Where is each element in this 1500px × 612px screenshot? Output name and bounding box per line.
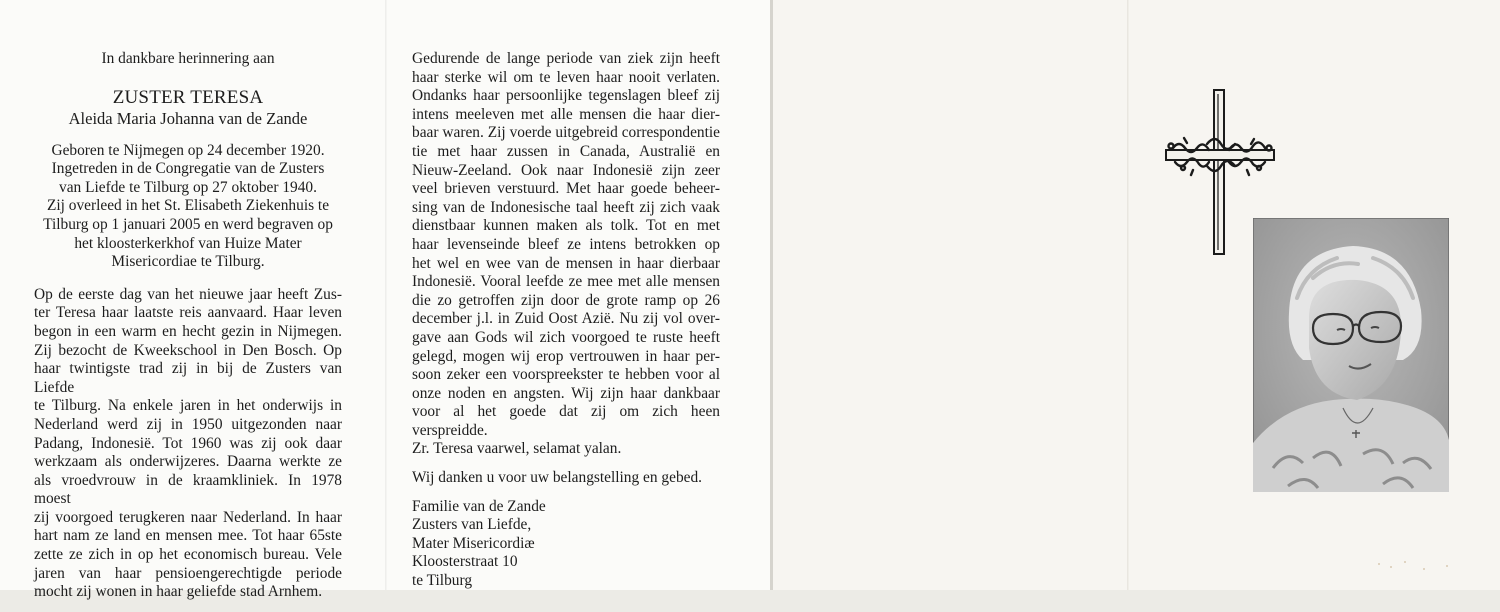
bio-line: Zij overleed in het St. Elisabeth Ziekenhuis te (46, 197, 330, 215)
left-column (34, 50, 342, 612)
story-line: Zr. Teresa vaarwel, selamat yalan. (412, 440, 622, 458)
paper-speck (1390, 566, 1392, 568)
story-line: december j.l. in Zuid Oost Azië. Nu zij vol over- (412, 310, 720, 328)
bio-line: Geboren te Nijmegen op 24 december 1920. (51, 141, 325, 159)
story-line: baar waren. Zij voerde uitgebreid correspondentie (412, 124, 720, 142)
fold-line-outer (1127, 0, 1129, 590)
paper-speck (1446, 565, 1448, 567)
life-story-block (34, 286, 342, 602)
story-line: ter Teresa haar laatste reis aanvaard. Haar leven (34, 304, 342, 322)
story-line: Indonesië. Vooral leefde ze mee met alle mensen (412, 273, 720, 291)
paper-speck (1404, 561, 1406, 563)
biography-block (34, 142, 342, 272)
story-line: mocht zij wonen in haar geliefde stad Arnhem. (34, 583, 323, 601)
story-line: Nieuw-Zeeland. Ook naar Indonesië zijn zeer (412, 161, 720, 179)
signature-block (412, 498, 720, 591)
story-line: soon zeker een voorspreekster te hebben voor al (412, 366, 720, 384)
story-line: haar twintigste trad zij in bij de Zusters van Liefde (34, 360, 342, 396)
paper-speck (1423, 568, 1425, 570)
life-story-continued (412, 50, 720, 459)
bio-line: Ingetreden in de Congregatie van de Zusters (51, 160, 325, 178)
story-line: werkzaam als onderwijzeres. Daarna werkte ze (34, 453, 342, 471)
bio-line: het kloosterkerkhof van Huize Mater (74, 234, 302, 252)
story-line: Gedurende de lange periode van ziek zijn heeft (412, 50, 720, 67)
story-line: Padang, Indonesië. Tot 1960 was zij ook daar (34, 434, 342, 452)
story-line: onze noden en angsten. Wij zijn haar dankbaar (412, 384, 720, 402)
paper-speck (1378, 563, 1380, 565)
story-line: Nederland werd zij in 1950 uitgezonden naar (34, 415, 342, 433)
story-line: het wel en wee van de mensen in haar dierbaar (412, 254, 720, 272)
story-line: die zo getroffen zijn door de grote ramp op 26 (412, 291, 720, 309)
signature-line: Mater Misericordiæ (412, 534, 535, 552)
story-line: veel brieven verstuurd. Met haar goede beheer- (412, 180, 720, 198)
intro-text: In dankbare herinnering aan (101, 50, 275, 67)
signature-line: te Tilburg (412, 572, 473, 590)
story-line: als vroedvrouw in de kraamkliniek. In 1978 moest (34, 471, 342, 508)
fold-line-inner (385, 0, 387, 590)
thanks-line: Wij danken u voor uw belangstelling en gebed. (412, 469, 703, 487)
middle-column (412, 50, 720, 591)
story-line: te Tilburg. Na enkele jaren in het onderwijs in (34, 397, 342, 415)
signature-line: Familie van de Zande (412, 497, 546, 515)
deceased-full-name: Aleida Maria Johanna van de Zande (68, 108, 308, 128)
story-line: jaren van haar pensioengerechtigde periode (34, 564, 342, 582)
story-line: intens meeleven met alle mensen die haar dier- (412, 105, 720, 123)
bio-line: van Liefde te Tilburg op 27 oktober 1940. (59, 178, 317, 196)
story-line: tie met haar zussen in Canada, Australië en (412, 142, 720, 160)
story-line: Op de eerste dag van het nieuwe jaar heeft Zus- (34, 285, 342, 303)
story-line: begon in een warm en hecht gezin in Nijmegen. (34, 322, 342, 340)
signature-line: Kloosterstraat 10 (412, 553, 518, 571)
story-line: zij voorgoed terugkeren naar Nederland. In haar (34, 508, 342, 526)
bio-line: Misericordiae te Tilburg. (111, 253, 265, 271)
story-line: hart nam ze land en mensen mee. Tot haar 65ste (34, 527, 342, 545)
story-line: Zij bezocht de Kweekschool in Den Bosch. Op (34, 341, 342, 359)
deceased-title: ZUSTER TERESA (112, 86, 264, 108)
story-line: gelegd, mogen wij erop vertrouwen in haar per- (412, 347, 720, 365)
story-line: Ondanks haar persoonlijke tegenslagen bleef zij (412, 87, 720, 105)
bio-line: Tilburg op 1 januari 2005 en werd begraven op (43, 215, 333, 233)
story-line: gave aan Gods wil zich voorgoed te ruste heeft (412, 328, 720, 346)
story-line: haar sterke wil om te leven haar nooit verlaten. (412, 68, 720, 86)
portrait-photo (1253, 218, 1449, 492)
story-line: zette ze zich in op het economisch bureau. Vele (34, 546, 342, 564)
sheet-divider (770, 0, 773, 590)
story-line: sing van de Indonesische taal heeft zij zich vaak (412, 198, 720, 216)
story-line: dienstbaar kunnen maken als tolk. Tot en met (412, 217, 720, 235)
signature-line: Zusters van Liefde, (412, 516, 532, 534)
story-line: voor al het goede dat zij om zich heen verspreidde. (412, 403, 720, 439)
story-line: haar levenseinde bleef ze intens betrokken op (412, 235, 720, 253)
